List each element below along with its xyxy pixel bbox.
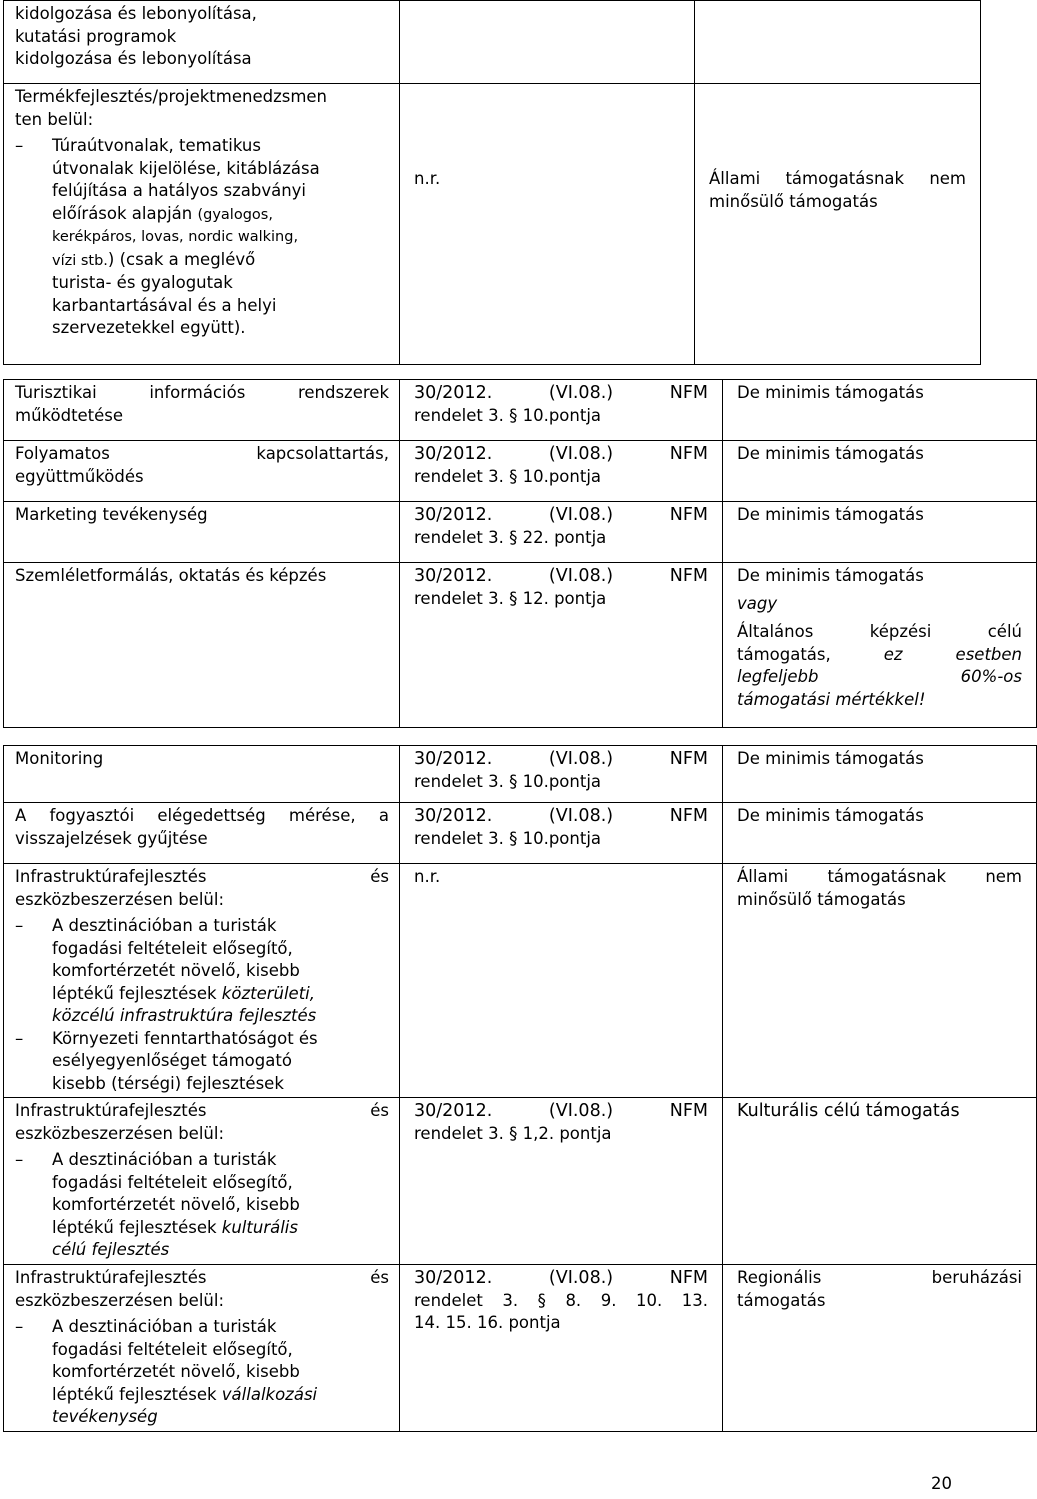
- text-line: A desztinációban a turisták: [52, 916, 277, 935]
- text-line: közcélú infrastruktúra fejlesztés: [52, 1006, 317, 1025]
- text-line: A fogyasztói elégedettség mérése, a: [15, 806, 389, 825]
- aid-type-text: De minimis támogatás: [737, 806, 924, 825]
- text-line: 30/2012. (VI.08.) NFM: [414, 806, 708, 826]
- table-row: [4, 1265, 1037, 1432]
- text-line: Szemléletformálás, oktatás és képzés: [15, 566, 327, 585]
- text-line: visszajelzések gyűjtése: [15, 828, 208, 848]
- text-line: ten belül:: [15, 109, 94, 129]
- activity-cell: [4, 803, 400, 864]
- dash-item: [15, 1149, 389, 1262]
- text-line: kidolgozása és lebonyolítása,: [15, 4, 257, 23]
- text-line: célú fejlesztés: [52, 1240, 170, 1259]
- text-line: rendelet 3. § 10.pontja: [414, 405, 602, 425]
- text-span: előírások alapján: [52, 203, 198, 223]
- regulation-table-part-3: [3, 745, 1037, 1432]
- text-line: 30/2012. (VI.08.) NFM: [414, 505, 708, 525]
- text-line: Környezeti fenntarthatóságot és: [52, 1028, 318, 1048]
- aid-type-cell: [723, 380, 1037, 441]
- table-row: [4, 1098, 1037, 1265]
- legal-basis-cell: [400, 746, 723, 803]
- legal-basis-cell: [400, 563, 723, 728]
- aid-type-text: De minimis támogatás: [737, 749, 924, 768]
- table-row: [4, 1, 981, 84]
- dash-bullet: –: [15, 1317, 24, 1336]
- aid-type-text: De minimis támogatás: [737, 566, 924, 585]
- text-line: rendelet 3. § 10.pontja: [414, 466, 602, 486]
- text-line: támogatás: [737, 1290, 826, 1310]
- dash-item: [15, 915, 389, 1028]
- text-line: támogatási mértékkel!: [737, 689, 926, 709]
- table-row: [4, 441, 1037, 502]
- text-line: rendelet 3. § 1,2. pontja: [414, 1123, 612, 1143]
- aid-type-cell: [723, 746, 1037, 803]
- table-row: [4, 84, 981, 365]
- dash-bullet: –: [15, 1028, 24, 1048]
- text-line: eszközbeszerzésen belül:: [15, 1290, 225, 1310]
- text-line: útvonalak kijelölése, kitáblázása: [52, 158, 320, 178]
- text-line: rendelet 3. § 8. 9. 10. 13.: [414, 1290, 708, 1310]
- text-line: működtetése: [15, 405, 124, 425]
- text-line: Állami támogatásnak nem: [737, 867, 1022, 886]
- text-line: minősülő támogatás: [709, 191, 878, 211]
- table-row: [4, 502, 1037, 563]
- text-line: A desztinációban a turisták: [52, 1317, 277, 1336]
- text-line: karbantartásával és a helyi: [52, 295, 277, 315]
- activity-cell: [4, 380, 400, 441]
- text-span: léptékű fejlesztések: [52, 983, 222, 1003]
- text-line: Infrastruktúrafejlesztés és: [15, 1101, 389, 1120]
- aid-type-cell: [723, 563, 1037, 728]
- aid-type-cell: [723, 1098, 1037, 1265]
- text-line: turista- és gyalogutak: [52, 273, 233, 292]
- text-line: Állami támogatásnak nem: [709, 169, 966, 188]
- dash-bullet: –: [15, 136, 24, 155]
- text-line: kidolgozása és lebonyolítása: [15, 49, 252, 68]
- activity-cell: [4, 502, 400, 563]
- activity-cell: [4, 1098, 400, 1265]
- aid-type-cell: [723, 1265, 1037, 1432]
- aid-type-cell: [723, 502, 1037, 563]
- text-line: Túraútvonalak, tematikus: [52, 136, 261, 155]
- activity-cell: [4, 84, 400, 365]
- text-line: minősülő támogatás: [737, 889, 906, 909]
- table-row: [4, 563, 1037, 728]
- activity-cell: [4, 563, 400, 728]
- text-line: A desztinációban a turisták: [52, 1150, 277, 1169]
- text-span: közterületi,: [221, 983, 316, 1003]
- text-line: Monitoring: [15, 749, 104, 768]
- text-line: fogadási feltételeit elősegítő,: [52, 938, 293, 958]
- legal-basis-cell: [400, 441, 723, 502]
- text-span: (gyalogos,: [197, 206, 273, 223]
- text-line: 30/2012. (VI.08.) NFM: [414, 444, 708, 464]
- legal-basis-cell: [400, 1, 695, 84]
- text-line: komfortérzetét növelő, kisebb: [52, 1195, 300, 1214]
- aid-type-cell: [723, 864, 1037, 1098]
- text-line: Turisztikai információs rendszerek: [15, 383, 389, 402]
- text-line: eszközbeszerzésen belül:: [15, 1123, 225, 1143]
- text-line: rendelet 3. § 10.pontja: [414, 828, 602, 848]
- aid-type-text: De minimis támogatás: [737, 505, 924, 524]
- text-line: 30/2012. (VI.08.) NFM: [414, 383, 708, 403]
- activity-cell: [4, 864, 400, 1098]
- text-line: legfeljebb 60%-os: [737, 667, 1022, 686]
- text-line: komfortérzetét növelő, kisebb: [52, 961, 300, 980]
- vagy-text: vagy: [737, 593, 778, 613]
- text-line: felújítása a hatályos szabványi: [52, 181, 307, 200]
- text-line: fogadási feltételeit elősegítő,: [52, 1339, 293, 1359]
- text-line: rendelet 3. § 12. pontja: [414, 588, 607, 608]
- text-span: vízi stb.: [52, 252, 108, 269]
- text-line: 30/2012. (VI.08.) NFM: [414, 1268, 708, 1288]
- aid-type-cell: [695, 84, 981, 365]
- table-row: [4, 803, 1037, 864]
- text-span: léptékű fejlesztések: [52, 1217, 222, 1237]
- activity-cell: [4, 1, 400, 84]
- legal-basis-cell: [400, 1098, 723, 1265]
- text-line: fogadási feltételeit elősegítő,: [52, 1172, 293, 1192]
- text-line: Általános képzési célú: [737, 622, 1022, 641]
- text-span: léptékű fejlesztések: [52, 1384, 222, 1404]
- table-row: [4, 864, 1037, 1098]
- activity-cell: [4, 1265, 400, 1432]
- page-number: 20: [931, 1474, 952, 1493]
- legal-basis-cell: [400, 380, 723, 441]
- activity-cell: [4, 441, 400, 502]
- dash-item: [15, 1028, 389, 1096]
- regulation-table-part-1: [3, 0, 981, 365]
- table-row: [4, 380, 1037, 441]
- text-line: 14. 15. 16. pontja: [414, 1313, 561, 1332]
- text-line: 30/2012. (VI.08.) NFM: [414, 566, 708, 586]
- text-line: Regionális beruházási: [737, 1268, 1022, 1287]
- legal-basis-cell: [400, 864, 723, 1098]
- text-line: rendelet 3. § 22. pontja: [414, 527, 607, 547]
- text-line: kisebb (térségi) fejlesztések: [52, 1073, 284, 1093]
- text-line: kutatási programok: [15, 26, 177, 46]
- text-line: kerékpáros, lovas, nordic walking,: [52, 229, 299, 245]
- text-line: Infrastruktúrafejlesztés és: [15, 1268, 389, 1287]
- text-span: vállalkozási: [221, 1384, 318, 1404]
- dash-item: [15, 1316, 389, 1429]
- text-span: ez esetben: [883, 644, 1023, 664]
- text-span: kulturális: [221, 1217, 298, 1237]
- text-span: támogatás,: [737, 644, 884, 664]
- text-line: szervezetekkel együtt).: [52, 318, 246, 337]
- aid-type-text: Kulturális célú támogatás: [737, 1101, 960, 1121]
- text-line: esélyegyenlőséget támogató: [52, 1051, 292, 1070]
- legal-basis-cell: [400, 84, 695, 365]
- legal-basis-text: n.r.: [414, 867, 441, 886]
- aid-type-cell: [695, 1, 981, 84]
- text-line: Termékfejlesztés/projektmenedzsmen: [15, 87, 328, 106]
- aid-type-text: De minimis támogatás: [737, 444, 924, 463]
- aid-type-cell: [723, 803, 1037, 864]
- aid-type-cell: [723, 441, 1037, 502]
- text-line: eszközbeszerzésen belül:: [15, 889, 225, 909]
- dash-item: [15, 135, 389, 340]
- legal-basis-text: n.r.: [414, 169, 441, 188]
- text-line: 30/2012. (VI.08.) NFM: [414, 749, 708, 769]
- text-span: ) (csak a meglévő: [107, 249, 256, 269]
- text-line: Folyamatos kapcsolattartás,: [15, 444, 389, 463]
- text-line: komfortérzetét növelő, kisebb: [52, 1362, 300, 1381]
- legal-basis-cell: [400, 502, 723, 563]
- activity-cell: [4, 746, 400, 803]
- text-line: együttműködés: [15, 466, 144, 486]
- text-line: rendelet 3. § 10.pontja: [414, 771, 602, 791]
- table-row: [4, 746, 1037, 803]
- text-line: Infrastruktúrafejlesztés és: [15, 867, 389, 886]
- regulation-table-part-2: [3, 379, 1037, 728]
- dash-bullet: –: [15, 1150, 24, 1169]
- text-line: 30/2012. (VI.08.) NFM: [414, 1101, 708, 1121]
- text-line: tevékenység: [52, 1407, 158, 1426]
- text-line: Marketing tevékenység: [15, 505, 208, 524]
- legal-basis-cell: [400, 803, 723, 864]
- legal-basis-cell: [400, 1265, 723, 1432]
- dash-bullet: –: [15, 916, 24, 935]
- aid-type-text: De minimis támogatás: [737, 383, 924, 402]
